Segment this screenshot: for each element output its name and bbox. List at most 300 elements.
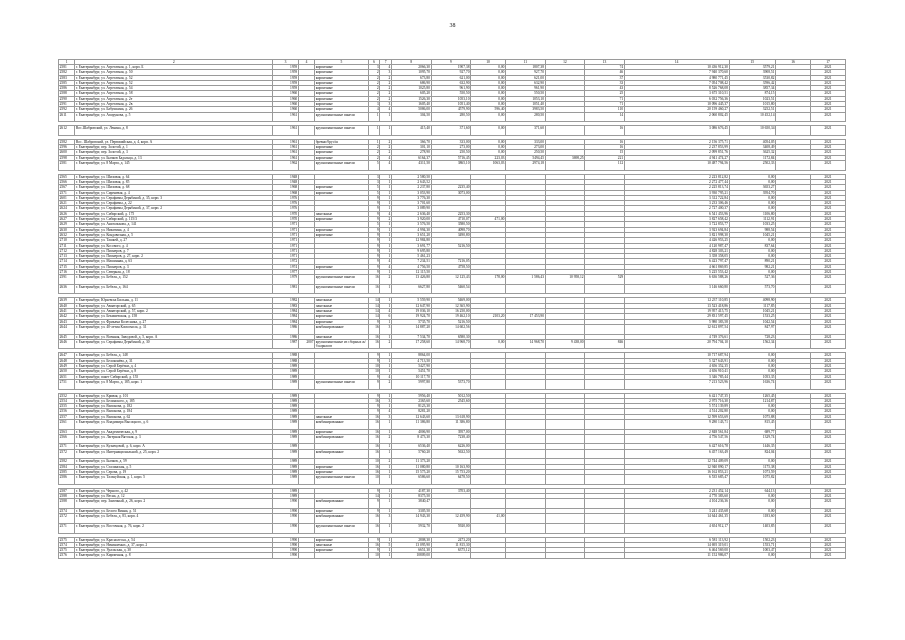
table-cell: г. Екатеринбург, ул. Бекишевская, д. 158 <box>75 314 273 319</box>
table-cell: 3 <box>368 65 380 70</box>
table-cell: 2021 <box>811 65 846 70</box>
table-cell: г. Екатеринбург, ул. Агрегатная, д. 52 <box>75 80 273 85</box>
table-cell: 2021 <box>811 444 846 449</box>
table-cell: 1045,21 <box>729 309 776 314</box>
table-cell: 7 054 708,42 <box>624 80 729 85</box>
table-cell: 1986 <box>273 334 299 339</box>
table-cell: 3 <box>368 179 380 184</box>
table-cell: кирпичные <box>315 537 369 542</box>
table-cell: 1 <box>380 444 392 449</box>
table-cell: 2021 <box>811 429 846 434</box>
table-cell <box>585 499 625 509</box>
table-cell: 250,50 <box>431 150 471 155</box>
table-cell: 1175,38 <box>729 464 776 469</box>
table-cell: 0,00 <box>729 369 776 374</box>
table-cell: 550,50 <box>431 91 471 96</box>
table-cell: г. Екатеринбург, ул. Авиаторский, д. 65 <box>75 303 273 308</box>
table-cell: 927,70 <box>506 70 546 75</box>
table-cell: 9 <box>368 238 380 243</box>
table-cell: 0,00 <box>729 459 776 464</box>
table-cell: 2 <box>380 275 392 285</box>
table-cell: 9 <box>368 409 380 414</box>
table-cell: 961,90 <box>506 86 546 91</box>
table-cell: 3625,32 <box>729 150 776 155</box>
table-cell: 3 930 795,21 <box>624 190 729 195</box>
table-cell: 2 <box>380 86 392 91</box>
table-cell: 2021 <box>811 514 846 524</box>
table-cell: 2 <box>368 145 380 150</box>
table-cell: 5735,70 <box>391 319 431 324</box>
table-row <box>59 284 846 294</box>
table-cell: 19 957 415,75 <box>624 309 729 314</box>
table-cell: 2021 <box>811 227 846 232</box>
table-cell: 333,00 <box>431 139 471 144</box>
table-cell: 9 <box>368 243 380 248</box>
table-cell: 1403,85 <box>729 523 776 533</box>
table-cell: 824,04 <box>729 449 776 459</box>
table-cell <box>585 379 625 389</box>
table-cell: 1025,80 <box>391 86 431 91</box>
table-cell: 2612 <box>59 126 75 136</box>
table-cell: 2575 <box>59 537 75 542</box>
table-cell: 4 <box>380 155 392 160</box>
table-cell: 5216,50 <box>431 243 471 248</box>
table-cell: 2572 <box>59 449 75 459</box>
table-cell: 250,50 <box>506 150 546 155</box>
table-cell: 1970 <box>273 211 299 216</box>
table-cell: 2021 <box>811 145 846 150</box>
table-cell: 3 651,20 <box>391 232 431 237</box>
table-cell: 3596,42 <box>729 80 776 85</box>
table-cell: 2021 <box>811 523 846 533</box>
table-cell: г. Екатеринбург, ул. Анатолькова, д. 141 <box>75 222 273 227</box>
table-cell: 2021 <box>811 195 846 200</box>
table-cell <box>545 420 585 430</box>
table-cell: 3 827 658,42 <box>624 217 729 222</box>
table-cell: 2 225 813,74 <box>624 185 729 190</box>
table-cell: 9 <box>368 264 380 269</box>
table-cell: 1051,40 <box>431 102 471 107</box>
table-cell: 644,13 <box>729 488 776 493</box>
table-cell: 1 <box>380 429 392 434</box>
table-cell: 10 <box>368 553 380 558</box>
table-cell: 16 <box>368 523 380 533</box>
table-cell: 1968 <box>273 190 299 195</box>
table-body <box>59 60 846 559</box>
table-cell: кирпичные <box>315 86 369 91</box>
table-cell: 2021 <box>811 107 846 112</box>
table-cell: 5920,00 <box>431 523 471 533</box>
table-cell: 3865,10 <box>431 161 471 171</box>
table-cell: 1960 <box>273 102 299 107</box>
table-cell <box>776 514 811 524</box>
table-cell: 12 984,80 <box>391 238 431 243</box>
table-cell <box>506 324 546 334</box>
table-cell: 16 <box>368 429 380 434</box>
column-number-cell: 15 <box>729 60 776 65</box>
table-cell: 273,00 <box>506 145 546 150</box>
table-cell: 366,70 <box>391 139 431 144</box>
table-cell: 6651,30 <box>391 548 431 553</box>
table-cell <box>776 161 811 171</box>
table-cell: 71 <box>585 102 625 107</box>
table-cell: 16 250,00 <box>431 309 471 314</box>
table-cell: 2621 <box>59 201 75 206</box>
table-cell <box>776 499 811 509</box>
table-cell: г. Екатеринбург, ул. Бычков Бадальца, д. 13 <box>75 155 273 160</box>
table-cell: 5216,50 <box>431 319 471 324</box>
table-cell: 2021 <box>811 206 846 211</box>
table-cell: 1446,35 <box>729 444 776 449</box>
table-cell: 1106,80 <box>729 211 776 216</box>
table-cell: 2473,20 <box>431 537 471 542</box>
table-cell: 9 <box>368 488 380 493</box>
table-cell: 12 940 890,17 <box>624 464 729 469</box>
table-cell <box>471 434 506 444</box>
table-cell: г. Екатеринбург, ул. Пионеров, д. 3 <box>75 264 273 269</box>
table-cell: 0,00 <box>729 358 776 363</box>
table-cell: 9 <box>368 404 380 409</box>
table-cell <box>545 434 585 444</box>
table-cell: г. Екатеринбург, Юрьевска Бильны, д. 11 <box>75 298 273 303</box>
table-cell: г. Екатеринбург, ул. Весна, д. 12 <box>75 494 273 499</box>
table-cell: 0,00 <box>471 150 506 155</box>
table-cell: 1636,74 <box>729 379 776 389</box>
table-cell: 14 968,70 <box>506 339 546 349</box>
table-cell <box>506 499 546 509</box>
table-cell <box>776 475 811 485</box>
table-cell: 846 <box>585 339 625 349</box>
table-cell: 3 233 306,46 <box>624 201 729 206</box>
table-cell: 8 526 768,08 <box>624 86 729 91</box>
table-cell: 2235,40 <box>431 185 471 190</box>
table-cell: 0,00 <box>471 65 506 70</box>
table-cell: 1988 <box>273 358 299 363</box>
table-cell: 2627 <box>59 217 75 222</box>
table-cell: 2711 <box>59 243 75 248</box>
table-cell: 10 <box>368 369 380 374</box>
table-row <box>59 523 846 533</box>
table-cell: 19 924,70 <box>391 314 431 319</box>
table-cell: 3 <box>380 414 392 419</box>
table-cell: 16 <box>368 420 380 430</box>
table-cell: 4758,50 <box>431 264 471 269</box>
table-cell: 13 618,90 <box>431 414 471 419</box>
table-cell: 46 <box>585 70 625 75</box>
table-cell: 3073,00 <box>431 190 471 195</box>
table-cell: г. Екатеринбург, ул. Начинаемых, д. 37, корп. 2 <box>75 542 273 547</box>
table-cell: 9 <box>368 374 380 379</box>
table-cell: 9 <box>368 227 380 232</box>
table-cell: 1183,60 <box>729 514 776 524</box>
table-cell: кирпичные <box>315 319 369 324</box>
table-cell: комбинированные <box>315 434 369 444</box>
table-cell: 2575 <box>59 548 75 553</box>
table-cell: 5373,70 <box>431 379 471 389</box>
table-cell: 6 <box>380 314 392 319</box>
table-cell: 1989 <box>273 374 299 379</box>
column-number-cell: 14 <box>624 60 729 65</box>
column-number-cell: 9 <box>431 60 471 65</box>
table-cell: 3698,25 <box>545 155 585 160</box>
table-cell: 2 <box>368 96 380 101</box>
table-cell: 2566 <box>59 434 75 444</box>
table-cell: 12 125,43 <box>431 275 471 285</box>
table-cell <box>298 324 314 334</box>
table-cell: г. Екатеринбург, ул. Агрегатная, д. 2е <box>75 96 273 101</box>
table-cell: 1 <box>380 537 392 542</box>
column-number-cell: 2 <box>75 60 273 65</box>
table-cell: 1172,84 <box>729 155 776 160</box>
table-cell: 2021 <box>811 398 846 403</box>
table-cell: 1 <box>380 201 392 206</box>
table-cell: 2571 <box>59 444 75 449</box>
table-cell: 2021 <box>811 275 846 285</box>
table-cell <box>545 475 585 485</box>
table-cell: 1959 <box>273 65 299 70</box>
table-cell: 3653,27 <box>729 185 776 190</box>
table-cell: г. Екатеринбург, ул. Бебеля, д. 164 <box>75 284 273 294</box>
table-cell: 2 580,50 <box>391 174 431 179</box>
table-cell: 12 647,90 <box>391 303 431 308</box>
table-cell: г. Екатеринбург, ул. Никитина, д. 4 <box>75 227 273 232</box>
table-cell: 1 <box>380 254 392 259</box>
table-cell: 1526,30 <box>391 96 431 101</box>
table-cell: 1989 <box>273 420 299 430</box>
table-cell: 1989 <box>273 379 299 389</box>
table-cell: 178,00 <box>471 275 506 285</box>
table-cell <box>585 324 625 334</box>
table-cell: 2552 <box>59 393 75 398</box>
table-cell: 2 <box>380 434 392 444</box>
table-cell: 2 <box>368 91 380 96</box>
table-cell: 1970 <box>273 217 299 222</box>
table-cell: 2713 <box>59 254 75 259</box>
table-cell: 4 756 547,56 <box>624 434 729 444</box>
table-cell: 2646 <box>59 339 75 349</box>
table-cell: 4 828 303,21 <box>624 248 729 253</box>
table-cell: 2021 <box>811 91 846 96</box>
table-row <box>59 434 846 444</box>
table-cell: 2021 <box>811 96 846 101</box>
table-cell: 2021 <box>811 174 846 179</box>
table-cell: 14 644 461,35 <box>624 514 729 524</box>
table-cell: 15 <box>585 150 625 155</box>
table-cell: кирпичные <box>315 65 369 70</box>
table-cell: 2643 <box>59 319 75 324</box>
table-cell: 1 <box>368 112 380 122</box>
table-cell: 2021 <box>811 70 846 75</box>
table-cell: 1033,25 <box>729 222 776 227</box>
table-cell: 1948 <box>273 174 299 179</box>
table-cell: 0,00 <box>729 553 776 558</box>
table-cell: 632,90 <box>431 80 471 85</box>
table-cell: 6586,60 <box>391 475 431 485</box>
table-cell: 3 <box>380 324 392 334</box>
table-cell: 1 <box>380 404 392 409</box>
table-cell: 9 <box>368 206 380 211</box>
table-cell: 1 586,43 <box>506 275 546 285</box>
table-cell: крупнопанельные панели <box>315 112 369 122</box>
table-cell: 2626 <box>59 211 75 216</box>
table-cell: 4 756,50 <box>391 264 431 269</box>
table-cell: 4098,90 <box>729 298 776 303</box>
table-cell: 1 <box>380 509 392 514</box>
table-cell: 2630 <box>59 227 75 232</box>
table-cell: 1982 <box>273 298 299 303</box>
table-cell: 2 <box>368 80 380 85</box>
table-cell: 2021 <box>811 139 846 144</box>
table-cell: 8 473,30 <box>391 434 431 444</box>
table-cell: г. Екатеринбург, ул. Серафимы Дерябиной, д. 30 <box>75 339 273 349</box>
table-cell: 3 920,00 <box>391 217 431 222</box>
table-cell: 14 968,70 <box>431 339 471 349</box>
table-cell: 1989 <box>273 393 299 398</box>
table-cell <box>298 284 314 294</box>
table-cell: 2640 <box>59 303 75 308</box>
table-cell: г. Екатеринбург, ул. Восточная, д. 76, корп. 2 <box>75 523 273 533</box>
table-cell: г. Екатеринбург, ул. Вилонова, д. 182 <box>75 404 273 409</box>
table-cell: 2021 <box>811 509 846 514</box>
table-cell: г. Екатеринбург, ул. Интернациональной, д. 25, корп. 2 <box>75 449 273 459</box>
table-cell: г. Екатеринбург, ул. Машинная, д. 63 <box>75 259 273 264</box>
table-cell: 2021 <box>811 393 846 398</box>
table-cell: г. Екатеринбург, пер. Золотой, д. 1 <box>75 145 273 150</box>
table-cell: 2632 <box>59 232 75 237</box>
table-cell: 2545,60 <box>431 398 471 403</box>
table-cell: 2563 <box>59 429 75 434</box>
table-cell: 110 <box>585 107 625 112</box>
table-cell: 6478,50 <box>431 475 471 485</box>
table-cell: 0,00 <box>729 201 776 206</box>
table-cell: 1605,40 <box>391 102 431 107</box>
table-cell: 2 231 452,14 <box>624 488 729 493</box>
table-cell: 2021 <box>811 298 846 303</box>
table-cell: 0,00 <box>471 126 506 136</box>
table-cell: 3 <box>368 102 380 107</box>
table-cell: 4098,70 <box>431 227 471 232</box>
column-number-cell: 16 <box>776 60 811 65</box>
table-cell: 43 <box>585 86 625 91</box>
table-cell: 2585 <box>59 80 75 85</box>
table-cell: 1989 <box>273 398 299 403</box>
table-cell: 5 <box>368 190 380 195</box>
table-cell: 1 <box>368 126 380 136</box>
table-cell: 1095,70 <box>391 70 431 75</box>
table-cell: 1 <box>380 222 392 227</box>
table-cell: 2582 <box>59 70 75 75</box>
table-cell: 4 980 771,45 <box>624 75 729 80</box>
table-cell: 1962 <box>273 161 299 171</box>
table-cell: г. Екатеринбург, ул. Уральская, д. 30 <box>75 548 273 553</box>
table-cell: 890,21 <box>729 259 776 264</box>
table-cell: 2 237 853,99 <box>624 145 729 150</box>
table-row <box>59 499 846 509</box>
table-cell: 2021 <box>811 475 846 485</box>
table-cell: г. Екатеринбург, ул. Бабушкина, д. 26 <box>75 107 273 112</box>
table-cell <box>545 126 585 136</box>
table-cell: г. Екатеринбург, ул. Агрегатная, д. 58 <box>75 91 273 96</box>
table-cell: 1015,80 <box>729 102 776 107</box>
table-cell: 573,70 <box>729 284 776 294</box>
table-cell: 1971 <box>273 248 299 253</box>
table-cell: 5716,45 <box>431 155 471 160</box>
table-cell: 1971 <box>273 222 299 227</box>
table-cell: 2 <box>368 86 380 91</box>
table-cell: панельные <box>315 298 369 303</box>
table-cell: 0,00 <box>729 509 776 514</box>
table-cell: 2649 <box>59 364 75 369</box>
table-cell: 3 <box>380 514 392 524</box>
table-cell: комбинированные <box>315 324 369 334</box>
table-cell: кирпичные <box>315 548 369 553</box>
table-cell: 2021 <box>811 324 846 334</box>
table-cell: 1 <box>380 227 392 232</box>
table-cell: кирпичные <box>315 107 369 112</box>
table-cell: 1987 <box>273 339 299 349</box>
table-cell <box>506 553 546 558</box>
table-cell: 3 776,30 <box>391 195 431 200</box>
table-cell: 1053,10 <box>506 96 546 101</box>
table-cell: 13 523 418,86 <box>624 303 729 308</box>
table-row <box>59 553 846 558</box>
table-cell: 1971 <box>273 238 299 243</box>
table-cell <box>298 434 314 444</box>
table-cell <box>431 499 471 509</box>
column-number-cell: 3 <box>273 60 299 65</box>
table-cell: 9 <box>368 269 380 274</box>
table-cell: 1989 <box>273 369 299 374</box>
table-cell: 1990 <box>273 548 299 553</box>
table-cell: г. Екатеринбург, ул. Сиреневая, д. 4 <box>75 190 273 195</box>
table-cell: 1968 <box>273 185 299 190</box>
table-cell: 1976 <box>273 195 299 200</box>
table-cell: 5427,90 <box>391 364 431 369</box>
column-number-cell: 17 <box>811 60 846 65</box>
table-cell: 1562,34 <box>729 339 776 349</box>
table-cell: 1959 <box>273 70 299 75</box>
table-cell: 2021 <box>811 314 846 319</box>
table-cell: 0,00 <box>729 269 776 274</box>
table-cell: 1 <box>380 319 392 324</box>
table-cell: 1 <box>380 195 392 200</box>
table-cell: 0,00 <box>729 409 776 414</box>
table-cell: г. Екатеринбург, ул. Серой Берёзки, д. 4 <box>75 364 273 369</box>
table-cell: 4054,05 <box>729 139 776 144</box>
table-cell <box>776 449 811 459</box>
table-cell: 1984 <box>273 314 299 319</box>
table-cell: 3 722 853,77 <box>624 222 729 227</box>
table-cell: 0,00 <box>471 96 506 101</box>
table-cell: 15 753,20 <box>431 469 471 474</box>
table-cell: 2021 <box>811 179 846 184</box>
table-cell: панельные <box>315 309 369 314</box>
table-cell: 2021 <box>811 404 846 409</box>
table-cell: 1989 <box>273 464 299 469</box>
table-cell: 9 <box>368 254 380 259</box>
table-cell: 1 <box>380 353 392 358</box>
table-cell: 12 612 897,54 <box>624 324 729 334</box>
table-cell: 2021 <box>811 243 846 248</box>
table-cell: 2572 <box>59 514 75 524</box>
table-cell: 0,00 <box>471 91 506 96</box>
table-cell: 1990 <box>273 499 299 509</box>
table-cell: 4 <box>380 309 392 314</box>
table-cell: 6375,12 <box>431 548 471 553</box>
table-cell: 1 <box>380 185 392 190</box>
table-cell: 2751 <box>59 379 75 389</box>
table-cell: 3408,49 <box>729 145 776 150</box>
